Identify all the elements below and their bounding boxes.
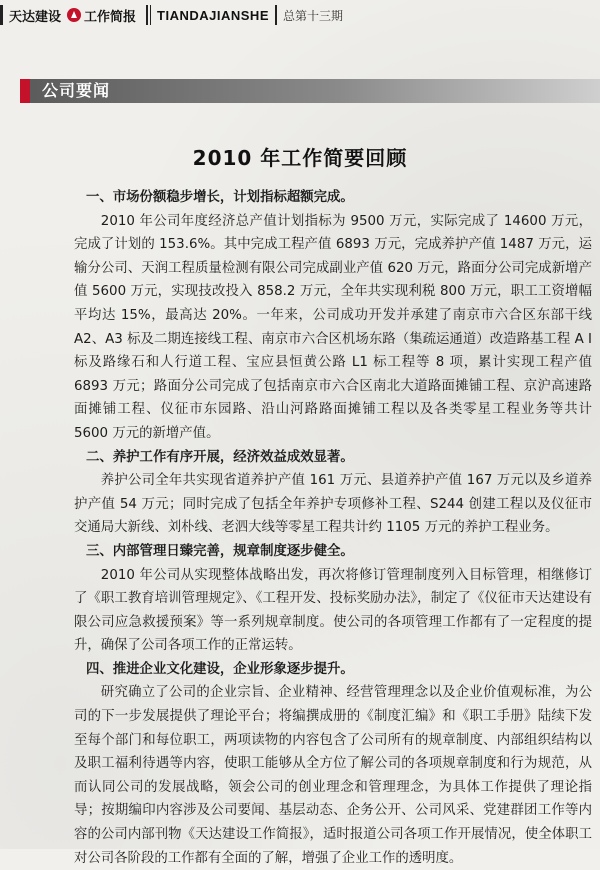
section-3-heading: 三、内部管理日臻完善，规章制度逐步健全。 [86, 543, 354, 559]
section-band-accent [20, 79, 30, 103]
section-4-heading: 四、推进企业文化建设，企业形象逐步提升。 [86, 661, 354, 677]
masthead [0, 0, 600, 30]
company-name: 天达建设 [9, 9, 62, 25]
masthead-divider [146, 5, 148, 25]
section-4-body: 研究确立了公司的企业宗旨、企业精神、经营管理理念以及企业价值观标准，为公司的下一步发展提供了理论平台；将编撰成册的《制度汇编》和《职工手册》陆续下发至每个部门和每位职工，两项读物的内容包含了公司所有的规章制度、内部组织结构以及职工福利待遇等内容，使职工能够从全方位了解公司的各项规章制度和行为规范，从而认同公司的发展战略，领会公司的创业理念和管理理念，为具体工作提供了理论指导；按期编印内容涉及公司要闻、基层动态、企务公开、公司风采、党建群团工作等内容的公司内部刊物《天达建设工作简报》，适时报道公司各项工作开展情况，使全体职工对公司各阶段的工作都有全面的了解，增强了企业工作的透明度。 [74, 685, 592, 866]
section-3-body: 2010 年公司从实现整体战略出发，再次将修订管理制度列入目标管理，相继修订了《职工教育培训管理规定》、《工程开发、投标奖励办法》，制定了《仪征市天达建设有限公司应急救援预案》等一系列规章制度。使公司的各项管理工作都有了一定程度的提升，确保了公司各项工作的正常运转。 [74, 567, 592, 654]
section-2-heading: 二、养护工作有序开展，经济效益成效显著。 [86, 449, 354, 465]
masthead-company [3, 6, 142, 25]
article-body [74, 186, 592, 870]
article-title: 2010 年工作简要回顾 [192, 146, 408, 170]
section-1-body: 2010 年公司年度经济总产值计划指标为 9500 万元，实际完成了 14600 万元，完成了计划的 153.6%。其中完成工程产值 6893 万元，完成养护产值 1487 万元，运输分公司、天润工程质量检测有限公司完成副业产值 620 万元，路面分公司完成新增产值 5600 万元，实现技改投入 858.2 万元，全年共实现利税 800 万元，职工工资增幅平均达 15%，最高达 20%。一年来，公司成功开发并承建了南京市六合区东部干线 A2、A3 标及二期连接线工程、南京市六合区机场东路（集疏运通道）改造路基工程 A Ⅰ 标及路缘石和人行道工程、宝应县恒黄公路 L1 标工程等 8 项，累计实现工程产值 6893 万元；路面分公司完成了包括南京市六合区南北大道路面摊铺工程、京沪高速路面摊铺工程、仪征市东园路、沿山河路路面摊铺工程以及各类零星工程业务等共计 5600 万元的新增产值。 [74, 213, 592, 441]
masthead-english: TIANDAJIANSHE [157, 7, 269, 23]
publication-name: 工作简报 [84, 9, 137, 25]
company-logo-icon [67, 8, 81, 22]
section-band-title: 公司要闻 [42, 81, 111, 100]
section-1-heading: 一、市场份额稳步增长，计划指标超额完成。 [86, 190, 354, 205]
section-2-body: 养护公司全年共实现省道养护产值 161 万元、县道养护产值 167 万元以及乡道养护产值 54 万元；同时完成了包括全年养护专项修补工程、S244 创建工程以及仪征市交通局大新线、刘朴线、老泗大线等零星工程共计约 1105 万元的养护工程业务。 [74, 473, 592, 536]
issue-number: 总第十三期 [283, 8, 344, 23]
